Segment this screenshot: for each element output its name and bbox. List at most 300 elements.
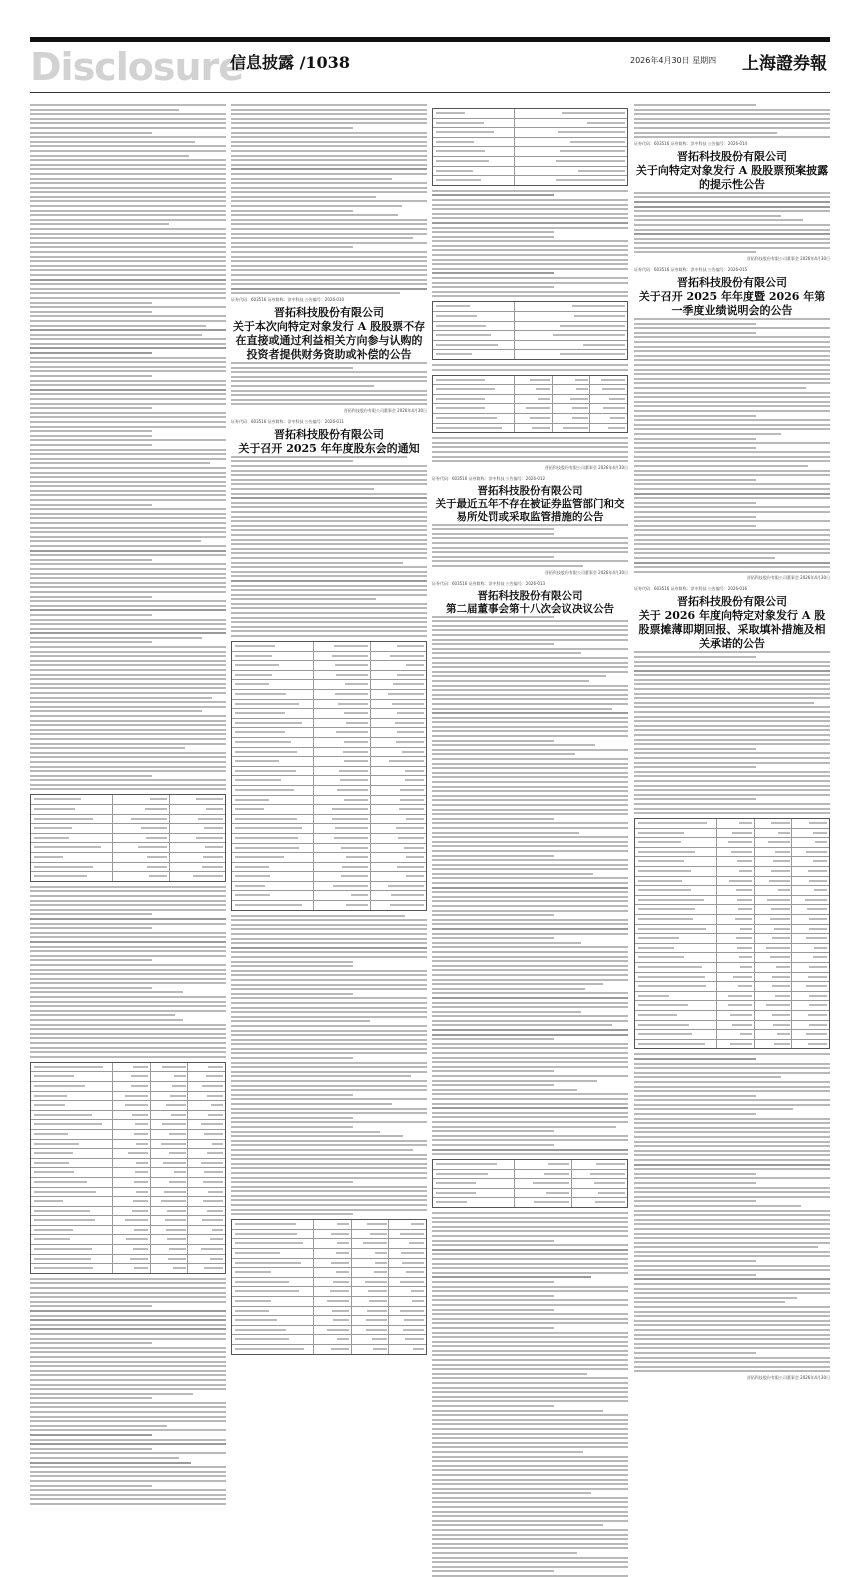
newspaper-logo: 上海證券報 — [742, 54, 827, 74]
text-line — [634, 706, 830, 708]
table-cell — [235, 1338, 289, 1340]
text-line — [30, 237, 226, 239]
table-divider — [716, 934, 717, 943]
table-row — [433, 331, 627, 341]
text-line — [231, 1094, 353, 1096]
text-line — [30, 775, 152, 777]
table-cell — [331, 1348, 349, 1350]
table-cell — [638, 1004, 688, 1006]
table-row — [635, 867, 829, 877]
text-line — [231, 191, 427, 193]
text-line — [432, 1047, 628, 1049]
table-divider — [313, 891, 314, 900]
table-cell — [768, 841, 790, 843]
table-divider — [150, 1264, 151, 1273]
announcement-heading — [634, 586, 830, 651]
table-cell — [34, 1258, 91, 1260]
table-divider — [716, 953, 717, 962]
announcement-title: 关于 2026 年度向特定对象发行 A 股股票摊薄即期回报、采取填补措施及相关承诺的公告 — [638, 609, 826, 651]
table-cell — [202, 1219, 223, 1221]
table-divider — [754, 982, 755, 991]
table-divider — [313, 1220, 314, 1229]
table-row — [31, 1245, 225, 1255]
table-cell — [578, 170, 625, 172]
table-divider — [313, 1230, 314, 1239]
table-divider — [514, 1160, 515, 1169]
table-cell — [436, 112, 465, 114]
table-divider — [514, 414, 515, 423]
table-cell — [235, 789, 294, 791]
table-cell — [737, 899, 752, 901]
text-line — [231, 288, 427, 290]
text-line — [231, 256, 427, 258]
financial-impact-table — [634, 818, 830, 1049]
table-cell — [814, 947, 827, 949]
announcement-heading — [634, 267, 830, 318]
table-row — [433, 341, 627, 351]
table-row — [31, 1130, 225, 1140]
table-cell — [333, 885, 368, 887]
table-cell — [367, 1223, 387, 1225]
text-line — [634, 665, 830, 667]
table-cell — [777, 1033, 790, 1035]
text-line — [432, 1442, 628, 1444]
table-divider — [313, 1278, 314, 1287]
text-line — [432, 560, 628, 562]
text-line — [30, 256, 226, 258]
text-line — [231, 362, 427, 364]
table-cell — [235, 1281, 289, 1283]
text-line — [30, 173, 226, 175]
table-divider — [754, 886, 755, 895]
masthead-top-rule — [30, 37, 830, 42]
table-divider — [370, 652, 371, 661]
text-line — [30, 1301, 226, 1303]
text-line — [231, 1135, 403, 1137]
signature: 晋拓科技股份有限公司董事会 2026年4月30日 — [746, 1374, 830, 1380]
table-cell — [34, 1181, 87, 1183]
text-line — [231, 1043, 427, 1045]
table-divider — [112, 1188, 113, 1197]
table-cell — [235, 799, 269, 801]
table-cell — [562, 112, 625, 114]
text-line — [30, 1051, 226, 1053]
text-line — [432, 864, 628, 866]
table-cell — [736, 937, 752, 939]
text-line — [432, 1149, 628, 1151]
text-line — [30, 1439, 226, 1441]
table-cell — [388, 885, 424, 887]
table-cell — [436, 334, 491, 336]
table-divider — [370, 882, 371, 891]
text-line — [30, 265, 226, 267]
table-cell — [34, 837, 69, 839]
text-line — [432, 1396, 628, 1398]
text-line — [231, 529, 427, 531]
text-line — [432, 1240, 554, 1242]
text-line — [231, 575, 427, 577]
text-line — [432, 1089, 577, 1091]
table-divider — [351, 1249, 352, 1258]
table-cell — [235, 1242, 303, 1244]
table-divider — [370, 872, 371, 881]
table-cell — [809, 822, 827, 824]
table-cell — [130, 1258, 148, 1260]
text-line — [231, 196, 376, 198]
text-line — [30, 118, 226, 120]
text-line — [432, 1029, 628, 1031]
text-line — [634, 739, 830, 741]
text-line — [432, 818, 554, 820]
text-line — [432, 1313, 628, 1315]
agenda-table — [432, 108, 628, 186]
text-line — [634, 419, 830, 421]
announcement-heading — [231, 297, 427, 362]
text-line — [30, 1466, 226, 1468]
text-line — [634, 702, 814, 704]
text-line — [30, 1282, 226, 1284]
text-line — [30, 490, 226, 492]
table-cell — [201, 1123, 223, 1125]
text-line — [30, 568, 226, 570]
text-line — [634, 109, 830, 111]
table-cell — [344, 741, 368, 743]
table-cell — [345, 683, 368, 685]
table-cell — [147, 856, 166, 858]
table-cell — [205, 846, 223, 848]
text-line — [432, 965, 628, 967]
text-line — [634, 460, 830, 462]
table-cell — [126, 1238, 148, 1240]
table-cell — [771, 870, 790, 872]
text-line — [432, 882, 628, 884]
table-cell — [235, 1262, 301, 1264]
text-line — [634, 1347, 830, 1349]
text-line — [30, 978, 226, 980]
table-divider — [150, 1255, 151, 1264]
text-line — [634, 438, 756, 440]
text-line — [432, 537, 628, 539]
text-line — [634, 1086, 830, 1088]
text-line — [634, 1251, 830, 1253]
text-line — [634, 196, 830, 198]
text-line — [634, 387, 806, 389]
table-divider — [150, 1082, 151, 1091]
text-line — [30, 522, 226, 524]
text-line — [231, 1048, 427, 1050]
table-cell — [235, 1348, 304, 1350]
table-cell — [336, 1271, 349, 1273]
table-cell — [638, 899, 704, 901]
text-line — [30, 936, 226, 938]
table-cell — [34, 798, 81, 800]
table-divider — [716, 973, 717, 982]
table-cell — [132, 1114, 148, 1116]
text-line — [634, 350, 830, 352]
table-cell — [638, 1043, 705, 1045]
text-line — [634, 224, 830, 226]
text-line — [432, 740, 554, 742]
table-cell — [532, 427, 550, 429]
table-cell — [173, 1267, 185, 1269]
text-line — [30, 389, 226, 391]
table-cell — [406, 856, 424, 858]
table-divider — [514, 109, 515, 118]
text-line — [432, 1382, 628, 1384]
table-cell — [235, 904, 302, 906]
text-line — [432, 666, 628, 668]
text-line — [30, 1347, 226, 1349]
table-divider — [388, 1278, 389, 1287]
text-line — [231, 465, 427, 467]
table-divider — [313, 680, 314, 689]
table-cell — [397, 645, 424, 647]
table-row — [433, 1198, 627, 1207]
text-line — [634, 1311, 830, 1313]
table-divider — [150, 1120, 151, 1129]
text-line — [432, 1144, 554, 1146]
table-divider — [313, 1249, 314, 1258]
signature: 晋拓科技股份有限公司董事会 2026年4月30日 — [343, 407, 427, 413]
text-line — [231, 942, 427, 944]
text-line — [231, 1057, 353, 1059]
text-line — [634, 734, 830, 736]
text-line — [30, 577, 226, 579]
table-cell — [34, 808, 75, 810]
text-line — [231, 1098, 427, 1100]
table-cell — [198, 818, 223, 820]
table-cell — [404, 1319, 424, 1321]
text-line — [231, 1163, 427, 1165]
table-cell — [367, 1310, 387, 1312]
body-text — [634, 318, 830, 573]
text-line — [634, 725, 830, 727]
text-line — [30, 178, 226, 180]
table-cell — [534, 1201, 569, 1203]
table-cell — [728, 995, 752, 997]
table-cell — [730, 1043, 752, 1045]
text-line — [634, 1104, 830, 1106]
table-cell — [346, 856, 368, 858]
table-row — [31, 1159, 225, 1169]
table-divider — [187, 1159, 188, 1168]
table-cell — [553, 334, 625, 336]
table-cell — [34, 1200, 63, 1202]
table-cell — [212, 1143, 223, 1145]
table-cell — [737, 860, 752, 862]
text-line — [30, 1296, 226, 1298]
table-cell — [436, 325, 486, 327]
table-row — [635, 953, 829, 963]
text-line — [231, 974, 427, 976]
text-line — [30, 913, 152, 915]
text-line — [30, 946, 226, 948]
table-cell — [131, 1085, 148, 1087]
text-line — [432, 703, 628, 705]
text-line — [231, 470, 427, 472]
text-line — [432, 208, 628, 210]
text-line — [30, 357, 226, 359]
text-line — [432, 1011, 581, 1013]
text-line — [30, 605, 226, 607]
text-line — [432, 446, 628, 448]
text-line — [231, 145, 427, 147]
table-divider — [150, 1197, 151, 1206]
table-divider — [514, 331, 515, 340]
table-cell — [739, 822, 752, 824]
table-divider — [150, 1092, 151, 1101]
table-cell — [128, 1152, 149, 1154]
table-divider — [313, 661, 314, 670]
text-line — [634, 1306, 830, 1308]
text-line — [634, 775, 830, 777]
text-line — [634, 1141, 830, 1143]
text-line — [432, 868, 628, 870]
text-line — [30, 214, 226, 216]
text-line — [231, 571, 427, 573]
text-line — [634, 651, 830, 653]
text-line — [432, 983, 603, 985]
table-divider — [112, 1168, 113, 1177]
table-cell — [327, 1300, 349, 1302]
text-line — [231, 136, 427, 138]
text-line — [30, 132, 152, 134]
table-divider — [388, 1249, 389, 1258]
table-divider — [313, 824, 314, 833]
table-row — [232, 700, 426, 710]
text-line — [634, 341, 830, 343]
text-line — [30, 210, 226, 212]
text-line — [231, 1011, 427, 1013]
table-cell — [770, 918, 790, 920]
text-line — [432, 1057, 628, 1059]
text-line — [231, 210, 353, 212]
text-line — [432, 942, 581, 944]
table-divider — [313, 767, 314, 776]
text-line — [231, 1025, 427, 1027]
table-divider — [552, 424, 553, 433]
text-line — [30, 1425, 167, 1427]
text-line — [30, 306, 226, 308]
text-line — [634, 447, 756, 449]
text-line — [30, 1361, 226, 1363]
text-line — [30, 651, 226, 653]
text-line — [432, 974, 628, 976]
table-divider — [791, 1001, 792, 1010]
table-row — [232, 815, 426, 825]
table-row — [232, 709, 426, 719]
text-line — [634, 571, 830, 573]
table-cell — [161, 1143, 185, 1145]
text-line — [634, 378, 830, 380]
table-divider — [313, 1307, 314, 1316]
text-line — [231, 965, 353, 967]
table-cell — [436, 398, 485, 400]
text-line — [30, 927, 152, 929]
text-line — [634, 1053, 830, 1055]
text-line — [634, 456, 830, 458]
column-4 — [634, 104, 830, 1380]
table-row — [433, 404, 627, 414]
table-cell — [638, 1033, 692, 1035]
text-line — [30, 895, 226, 897]
text-line — [231, 617, 427, 619]
table-divider — [313, 642, 314, 651]
text-line — [432, 1098, 628, 1100]
text-line — [30, 1448, 152, 1450]
table-divider — [370, 853, 371, 862]
text-line — [634, 1343, 830, 1345]
text-line — [30, 1402, 226, 1404]
table-cell — [526, 407, 550, 409]
text-line — [30, 1024, 226, 1026]
text-line — [432, 625, 628, 627]
text-line — [432, 841, 628, 843]
table-cell — [235, 722, 302, 724]
table-cell — [805, 899, 827, 901]
text-line — [432, 1437, 628, 1439]
table-cell — [167, 1210, 185, 1212]
text-line — [634, 1361, 830, 1363]
table-cell — [436, 1192, 477, 1194]
table-divider — [112, 1178, 113, 1187]
table-cell — [411, 1223, 424, 1225]
table-cell — [772, 937, 790, 939]
table-row — [31, 843, 225, 853]
text-line — [634, 566, 830, 568]
table-cell — [133, 1200, 148, 1202]
table-row — [433, 176, 627, 185]
table-cell — [165, 1219, 186, 1221]
text-line — [30, 982, 226, 984]
body-text — [634, 192, 830, 254]
table-cell — [34, 866, 93, 868]
table-cell — [34, 1066, 103, 1068]
text-line — [30, 554, 226, 556]
text-line — [432, 721, 628, 723]
table-divider — [388, 1316, 389, 1325]
table-cell — [235, 751, 297, 753]
text-line — [432, 1524, 603, 1526]
table-cell — [206, 1075, 223, 1077]
text-line — [432, 1552, 577, 1554]
text-line — [432, 1121, 628, 1123]
text-line — [634, 679, 830, 681]
text-line — [432, 1377, 628, 1379]
text-line — [231, 1062, 427, 1064]
table-cell — [327, 1329, 349, 1331]
table-cell — [34, 1238, 70, 1240]
text-line — [30, 494, 226, 496]
table-row — [31, 1063, 225, 1073]
text-line — [432, 1006, 628, 1008]
text-line — [432, 827, 628, 829]
text-line — [30, 481, 226, 483]
table-divider — [313, 901, 314, 910]
text-line — [432, 850, 628, 852]
table-divider — [187, 1226, 188, 1235]
text-line — [30, 964, 226, 966]
table-cell — [609, 398, 625, 400]
table-divider — [716, 1011, 717, 1020]
table-divider — [754, 963, 755, 972]
text-line — [231, 1195, 427, 1197]
text-line — [30, 1475, 226, 1477]
table-cell — [208, 1114, 223, 1116]
text-line — [432, 694, 628, 696]
table-cell — [34, 1152, 73, 1154]
table-divider — [754, 1040, 755, 1049]
